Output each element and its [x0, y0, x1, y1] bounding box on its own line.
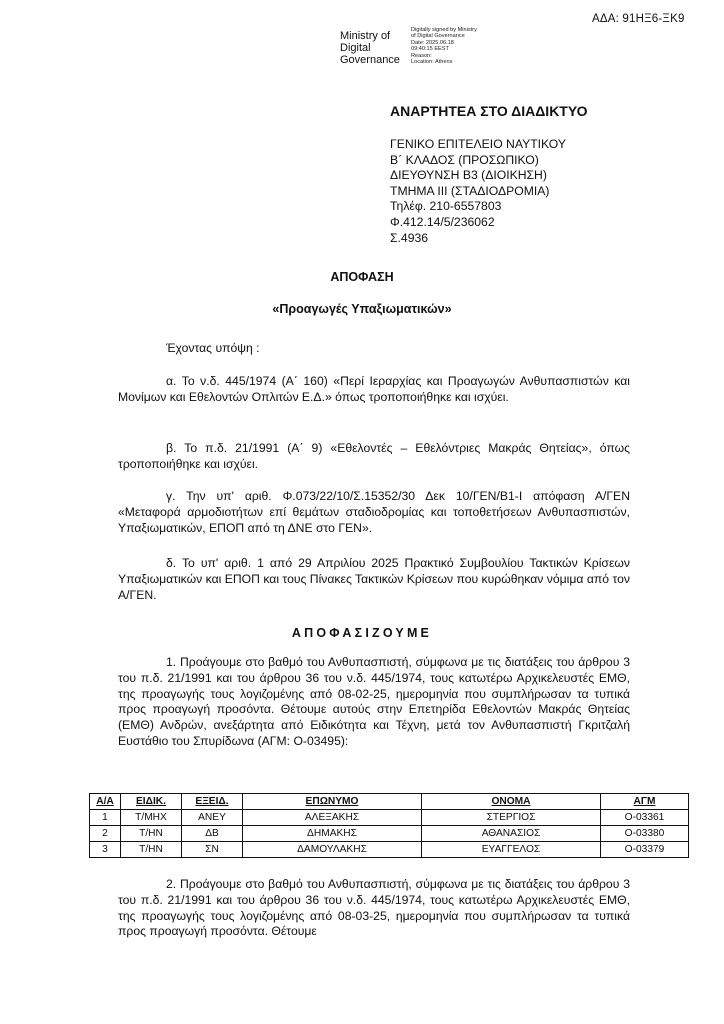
signature-line: Location: Athens	[411, 59, 453, 66]
decision-item-2: 2. Προάγουμε στο βαθμό του Ανθυπασπιστή, σύμφωνα με τις διατάξεις του άρθρου 3 του π.δ. 21/1991 και του άρθρου 36 του ν.δ. 445/1974, τους κατωτέρω Αρχικελευστές ΕΜΘ, της προαγωγής τους λογιζομένης από 08-03-25, ημερομηνία που συμπλήρωσαν τα τυπικά προς προαγωγή προσόντα. Θέτουμε	[118, 877, 630, 939]
signature-line: 09:40:15 EEST	[411, 46, 449, 53]
signature-line: Digitally signed by Ministry	[411, 27, 477, 33]
cell-subspecialty: ΑΝΕΥ	[182, 810, 243, 826]
table-row	[90, 810, 689, 826]
table-header-row	[90, 794, 689, 810]
cell-name: ΑΘΑΝΑΣΙΟΣ	[422, 826, 601, 842]
ministry-line: Digital	[340, 42, 371, 54]
col-header-specialty: ΕΙΔΙΚ.	[121, 794, 182, 810]
address-line: Β΄ ΚΛΑΔΟΣ (ΠΡΟΣΩΠΙΚΟ)	[390, 152, 539, 167]
cell-name: ΣΤΕΡΓΙΟΣ	[422, 810, 601, 826]
address-line: ΤΜΗΜΑ ΙΙΙ (ΣΤΑΔΙΟΔΡΟΜΙΑ)	[390, 183, 550, 198]
cell-subspecialty: ΣΝ	[182, 842, 243, 858]
decision-title: ΑΠΟΦΑΣΗ	[330, 270, 394, 284]
cell-aa: 3	[90, 842, 121, 858]
considering-heading: Έχοντας υπόψη :	[166, 341, 260, 355]
col-header-name: ΟΝΟΜΑ	[422, 794, 601, 810]
upload-notice: ΑΝΑΡΤΗΤΕΑ ΣΤΟ ΔΙΑΔΙΚΤΥΟ	[390, 103, 588, 119]
ada-code: ΑΔΑ: 91ΗΞ6-ΞΚ9	[592, 13, 685, 25]
consideration-b: β. Το π.δ. 21/1991 (Α΄ 9) «Εθελοντές – Εθελόντριες Μακράς Θητείας», όπως τροποποιήθηκε και ισχύει.	[118, 441, 630, 471]
col-header-subspecialty: ΕΞΕΙΔ.	[182, 794, 243, 810]
table-row	[90, 826, 689, 842]
consideration-c: γ. Την υπ' αριθ. Φ.073/22/10/Σ.15352/30 Δεκ 10/ΓΕΝ/Β1-Ι απόφαση Α/ΓΕΝ «Μεταφορά αρμοδιοτήτων επί θεμάτων σταδιοδρομίας και τοποθετήσεων Ανθυπασπιστών, Υπαξιωματικών, ΕΠΟΠ από τη ΔΝΕ στο ΓΕΝ».	[118, 489, 630, 535]
consideration-d: δ. Το υπ' αριθ. 1 από 29 Απριλίου 2025 Πρακτικό Συμβουλίου Τακτικών Κρίσεων Υπαξιωματικών και ΕΠΟΠ και τους Πίνακες Τακτικών Κρίσεων που κυρώθηκαν νόμιμα από τον Α/ΓΕΝ.	[118, 556, 630, 602]
cell-surname: ΑΛΕΞΑΚΗΣ	[243, 810, 422, 826]
digital-signature-details	[411, 27, 521, 65]
consideration-a: α. Το ν.δ. 445/1974 (Α΄ 160) «Περί Ιεραρχίας και Προαγωγών Ανθυπασπιστών και Μονίμων και Εθελοντών Οπλιτών Ε.Δ.» όπως τροποποιήθηκε και ισχύει.	[118, 374, 630, 404]
cell-aa: 2	[90, 826, 121, 842]
cell-agm: Ο-03380	[601, 826, 689, 842]
decide-heading: ΑΠΟΦΑΣΙΖΟΥΜΕ	[291, 626, 433, 640]
col-header-surname: ΕΠΩΝΥΜΟ	[243, 794, 422, 810]
address-line: Τηλέφ. 210-6557803	[390, 199, 502, 214]
cell-specialty: Τ/ΜΗΧ	[121, 810, 182, 826]
cell-agm: Ο-03361	[601, 810, 689, 826]
signature-line: Reason:	[411, 52, 432, 59]
decision-item-1: 1. Προάγουμε στο βαθμό του Ανθυπασπιστή, σύμφωνα με τις διατάξεις του άρθρου 3 του π.δ. 21/1991 και του άρθρου 36 του ν.δ. 445/1974, τους κατωτέρω Αρχικελευστές ΕΜΘ, της προαγωγής τους λογιζομένης από 08-02-25, ημερομηνία που συμπλήρωσαν τα τυπικά προς προαγωγή προσόντα. Θέτουμε αυτούς στην Επετηρίδα Εθελοντών Μακράς Θητείας (ΕΜΘ) Ανδρών, ανεξάρτητα από Ειδικότητα και Τέχνη, μετά τον Ανθυπασπιστή Γκριτζαλή Ευστάθιο του Σπυρίδωνα (ΑΓΜ: Ο-03495):	[118, 655, 630, 748]
cell-specialty: Τ/ΗΝ	[121, 842, 182, 858]
address-line: ΔΙΕΥΘΥΝΣΗ Β3 (ΔΙΟΙΚΗΣΗ)	[390, 168, 547, 183]
signature-line: of Digital Governance	[411, 33, 465, 40]
promoted-officers-table	[89, 793, 689, 858]
cell-aa: 1	[90, 810, 121, 826]
cell-surname: ΔΑΜΟΥΛΑΚΗΣ	[243, 842, 422, 858]
cell-agm: Ο-03379	[601, 842, 689, 858]
ministry-line: Governance	[340, 54, 400, 66]
address-line: ΓΕΝΙΚΟ ΕΠΙΤΕΛΕΙΟ ΝΑΥΤΙΚΟΥ	[390, 137, 567, 151]
cell-surname: ΔΗΜΑΚΗΣ	[243, 826, 422, 842]
ministry-line: Ministry of	[340, 30, 391, 42]
address-line: Σ.4936	[390, 230, 429, 245]
cell-specialty: Τ/ΗΝ	[121, 826, 182, 842]
col-header-aa: Α/Α	[90, 794, 121, 810]
cell-subspecialty: ΔΒ	[182, 826, 243, 842]
address-line: Φ.412.14/5/236062	[390, 214, 495, 229]
table-row	[90, 842, 689, 858]
signature-line: Date: 2025.06.18	[411, 39, 454, 46]
decision-subject: «Προαγωγές Υπαξιωματικών»	[272, 302, 452, 316]
cell-name: ΕΥΑΓΓΕΛΟΣ	[422, 842, 601, 858]
sender-address-block	[390, 137, 566, 246]
ministry-signature-label	[340, 30, 410, 66]
col-header-agm: ΑΓΜ	[601, 794, 689, 810]
